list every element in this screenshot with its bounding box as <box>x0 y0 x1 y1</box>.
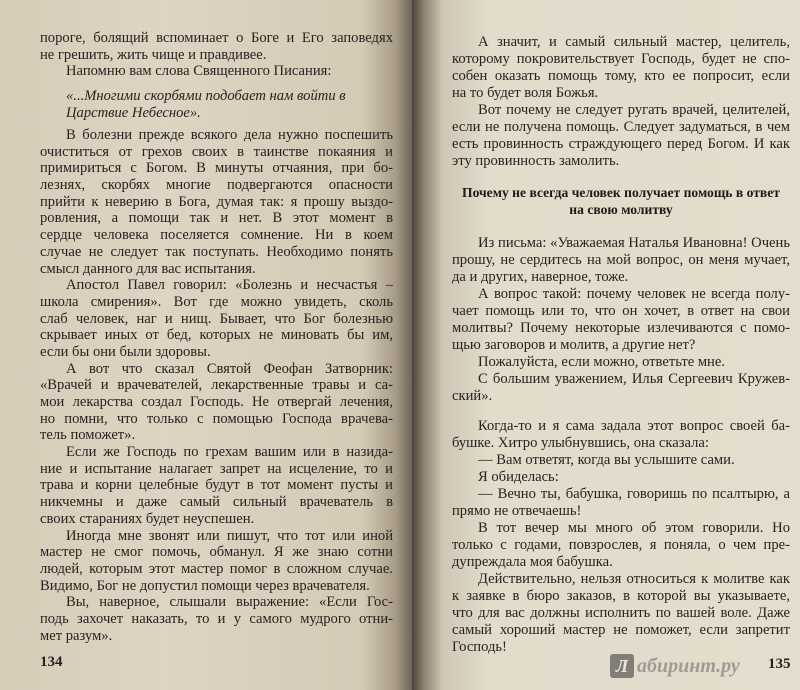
text-line: только с годами, повзрослев, я поняла, о чем пре- <box>452 537 790 553</box>
text-line: самый хороший мастер не поможет, если запретит <box>452 622 790 638</box>
text-line: своих стараниях будет неуспешен. <box>40 510 255 527</box>
text-line: примириться с Богом. В минуты отчаяния, при бо- <box>40 160 393 177</box>
text-line: Апостол Павел говорил: «Болезнь и несчастья – <box>66 277 393 294</box>
watermark-text: абиринт.ру <box>637 654 740 677</box>
text-line: случае не следует так поступать. Необходимо понять <box>40 243 393 260</box>
text-line: лезнях, скорбях многие подвергаются опасности <box>40 177 393 194</box>
section-heading-line: на свою молитву <box>569 202 673 217</box>
text-line: В тот вечер мы много об этом говорили. Но <box>478 520 790 536</box>
quote-line: «...Многими скорбями подобает нам войти в <box>66 88 346 104</box>
text-line: Вот почему не следует ругать врачей, целителей, <box>478 102 790 118</box>
text-block <box>40 30 393 80</box>
text-line: прийти к неверию в Бога, думая так: я прошу выздо- <box>40 193 393 210</box>
text-line: Иногда мне звонят или пишут, что тот или иной <box>66 527 393 544</box>
text-line: С большим уважением, Илья Сергеевич Кружев- <box>478 371 790 387</box>
text-line: если не получена помощь. Следует задуматься, в чем <box>452 119 790 135</box>
text-line: есть провинность страждующего перед Богом. И как <box>452 136 790 152</box>
text-line: ровления, а помощи так и нет. В этот момент в <box>40 210 393 227</box>
text-line: — Вечно ты, бабушка, говоришь по псалтырю, а <box>478 486 790 502</box>
text-line: Я обиделась: <box>478 469 559 485</box>
text-line: А вопрос такой: почему человек не всегда полу- <box>478 286 790 302</box>
page-number-left: 134 <box>40 654 63 670</box>
section-heading-line: Почему не всегда человек получает помощь в ответ <box>462 185 780 200</box>
text-line: тель поможет». <box>40 427 136 444</box>
text-line: молитвы? Почему некоторые излечиваются с помо- <box>452 320 790 336</box>
text-line: Когда-то и я сама задала этот вопрос своей ба- <box>478 418 790 434</box>
text-line: чает помощь или то, что он хочет, в ответ на свои <box>452 303 790 319</box>
text-line: на то будет воля Божья. <box>452 85 599 101</box>
text-line: собен оказать помощь тому, кто ее попросит, если <box>452 68 790 84</box>
text-line: эту провинность замолить. <box>452 153 620 169</box>
text-line: ский». <box>452 388 493 404</box>
text-block <box>40 127 393 644</box>
text-block <box>452 34 790 170</box>
text-line: мои лекарства создал Господь. Не отвергай лечения, <box>40 394 393 410</box>
text-line: да и других, наверное, тоже. <box>452 269 629 285</box>
text-line: Вы, наверное, слышали выражение: «Если Гос- <box>66 594 393 611</box>
text-line: если бы они были здоровы. <box>40 343 211 360</box>
section-heading <box>452 184 790 218</box>
text-line: скрывает иных от бед, которых не миновать бы им, <box>40 327 393 344</box>
text-line: Из письма: «Уважаемая Наталья Ивановна! Очень <box>478 235 790 251</box>
quote-line: Царствие Небесное». <box>66 104 201 121</box>
text-line: ние и испытание налагает запрет на исцеление, то и <box>40 460 393 477</box>
text-line: В болезни прежде всякого дела нужно поспешить <box>66 127 393 143</box>
text-block <box>40 88 393 121</box>
text-line: что для вас должны исполнить по вашей воле. Даже <box>452 605 790 621</box>
text-line: Действительно, нельзя относиться к молитве как <box>478 571 790 587</box>
text-line: никчемны и даже самый сильный врачеватель в <box>40 494 393 511</box>
text-line: очиститься от грехов своих в таинстве покаяния и <box>40 143 393 160</box>
text-line: Если же Господь по грехам вашим или в назида- <box>66 444 393 461</box>
text-block <box>452 235 790 405</box>
text-line: прошу, не сердитесь на мой вопрос, он меня мучает, <box>452 252 790 268</box>
text-line: не грешить, жить чище и правдивее. <box>40 46 267 63</box>
text-line: которому покровительствует Господь, будет не спо- <box>452 51 790 67</box>
text-line: но помни, что только с помощью Господа врачева- <box>40 410 393 427</box>
text-line: Господь! <box>452 639 507 655</box>
text-line: дупреждала моя бабушка. <box>452 554 613 570</box>
text-line: сердце человека поселяется сомнение. Ни в коем <box>40 227 393 244</box>
watermark-logo-icon: Л <box>610 654 634 678</box>
text-line: смысл данного для вас испытания. <box>40 260 256 277</box>
text-line: мастер не смог помочь, обманул. Я же знаю сотни <box>40 544 393 561</box>
watermark <box>610 654 740 678</box>
text-line: щью заговоров и молитв, а другие нет? <box>452 337 696 353</box>
text-line: А вот что сказал Святой Феофан Затворник: <box>66 360 393 377</box>
text-line: — Вам ответят, когда вы услышите сами. <box>478 452 735 468</box>
text-line: подь захочет наказать, то и у самого мудрого отни- <box>40 610 393 627</box>
text-line: бушке. Хитро улыбнувшись, она сказала: <box>452 435 709 451</box>
text-line: школа смирения». Вот где можно увидеть, сколь <box>40 293 393 310</box>
text-line: прямо не отвечаешь! <box>452 503 582 519</box>
text-line: трава и корни целебные будут в тот момент пусты и <box>40 477 393 494</box>
text-line: людей, которым этот мастер помог в сложном случае. <box>40 560 393 577</box>
text-line: пороге, болящий вспоминает о Боге и Его заповедях <box>40 30 393 46</box>
text-line: Видимо, Бог не допустил помощи через врачевателя. <box>40 577 370 594</box>
text-line: Напомню вам слова Священного Писания: <box>66 63 332 80</box>
text-line: мет разум». <box>40 627 113 644</box>
text-line: Пожалуйста, если можно, ответьте мне. <box>478 354 725 370</box>
page-number-right: 135 <box>768 656 791 672</box>
text-line: к заявке в бюро заказов, в которой вы указываете, <box>452 588 790 604</box>
text-line: А значит, и самый сильный мастер, целитель, <box>478 34 790 50</box>
text-line: «Врачей и врачевателей, лекарственные травы и са- <box>40 377 393 394</box>
text-block <box>452 418 790 656</box>
text-line: слаб человек, наг и нищ. Бывает, что Бог болезнью <box>40 310 393 327</box>
